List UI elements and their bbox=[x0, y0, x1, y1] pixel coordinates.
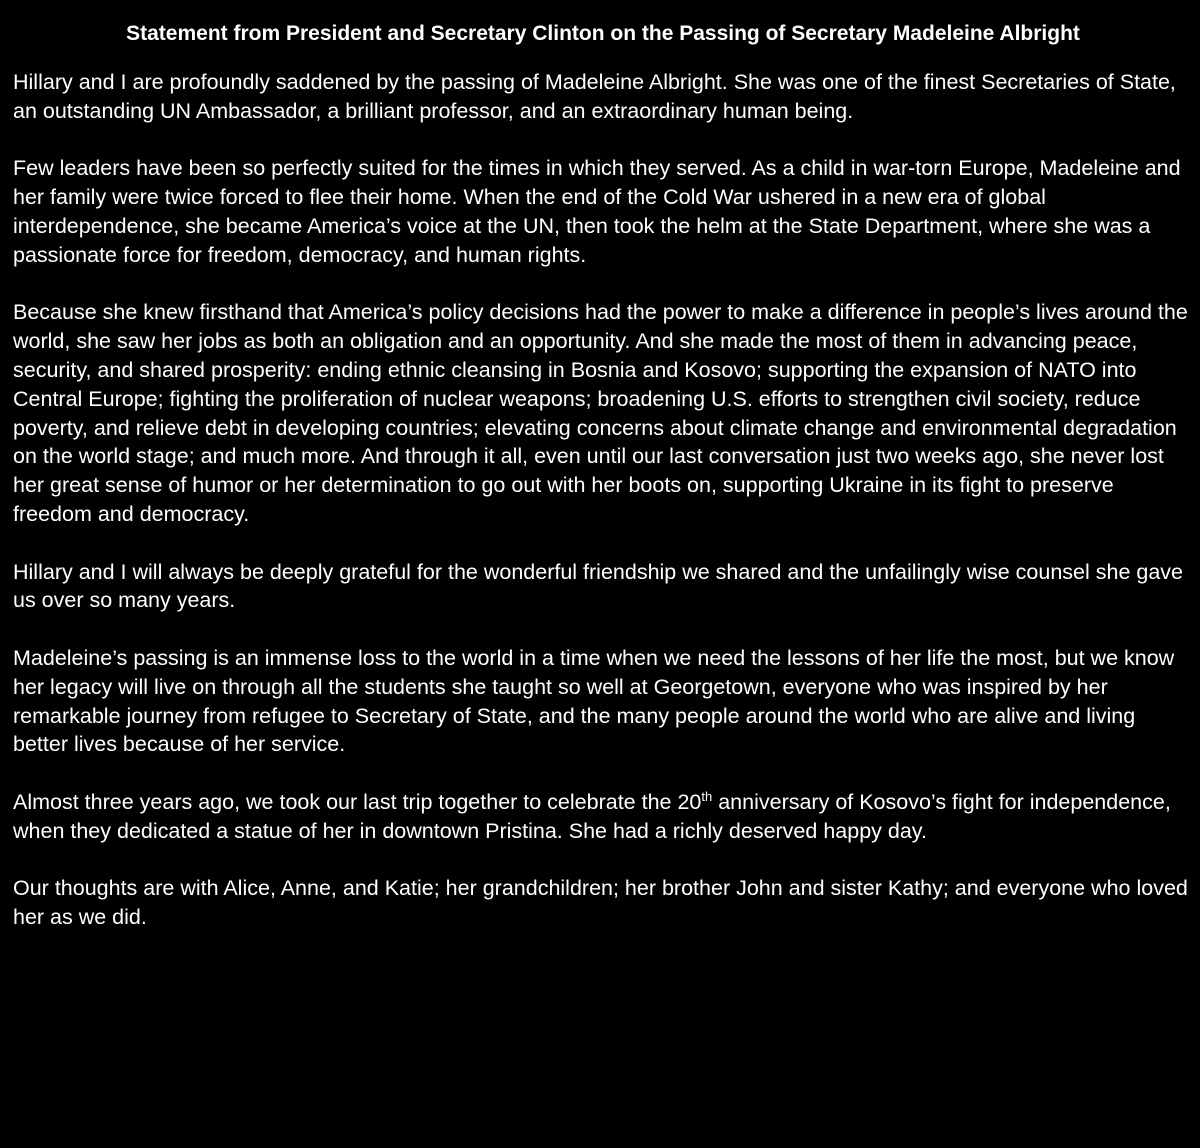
paragraph-anniversary bbox=[13, 788, 1193, 846]
paragraph-5: Madeleine’s passing is an immense loss to the world in a time when we need the lessons of her life the most, but we know her legacy will live on through all the students she taught so well at Georgetown, everyone who was inspired by her remarkable journey from refugee to Secretary of State, and the many people around the world who are alive and living better lives because of her service. bbox=[13, 645, 1175, 757]
paragraph-2: Few leaders have been so perfectly suited for the times in which they served. As a child in war-torn Europe, Madeleine and her family were twice forced to flee their home. When the end of the Cold War ushered in a new era of global interdependence, she became America’s voice at the UN, then took the helm at the State Department, where she was a passionate force for freedom, democracy, and human rights. bbox=[13, 156, 1181, 267]
anniversary-ordinal-suffix: th bbox=[701, 788, 713, 804]
paragraph-1: Hillary and I are profoundly saddened by the passing of Madeleine Albright. She was one of the finest Secretaries of State, an outstanding UN Ambassador, a brilliant professor, and an extraordinary human being. bbox=[13, 70, 1176, 123]
paragraph-4: Hillary and I will always be deeply grateful for the wonderful friendship we shared and the unfailingly wise counsel she gave us over so many years. bbox=[13, 559, 1184, 613]
statement-title: Statement from President and Secretary Clinton on the Passing of Secretary Madeleine Albright bbox=[126, 22, 1080, 45]
anniversary-text-after: anniversary of Kosovo’s fight for independence, when they dedicated a statue of her in downtown Pristina. She had a richly deserved happy day. bbox=[13, 789, 1171, 843]
statement-document bbox=[13, 20, 1193, 961]
anniversary-text-before: Almost three years ago, we took our last trip together to celebrate the 20 bbox=[13, 789, 702, 814]
paragraph-closing: Our thoughts are with Alice, Anne, and Katie; her grandchildren; her brother John and sister Kathy; and everyone who loved her as we did. bbox=[13, 876, 1188, 930]
paragraph-3: Because she knew firsthand that America’s policy decisions had the power to make a difference in people’s lives around the world, she saw her jobs as both an obligation and an opportunity. And she made the most of them in advancing peace, security, and shared prosperity: ending ethnic cleansing in Bosnia and Kosovo; supporting the expansion of NATO into Central Europe; fighting the proliferation of nuclear weapons; broadening U.S. efforts to strengthen civil society, reduce poverty, and relieve debt in developing countries; elevating concerns about climate change and environmental degradation on the world stage; and much more. And through it all, even until our last conversation just two weeks ago, she never lost her great sense of humor or her determination to go out with her boots on, supporting Ukraine in its fight to preserve freedom and democracy. bbox=[13, 300, 1188, 526]
